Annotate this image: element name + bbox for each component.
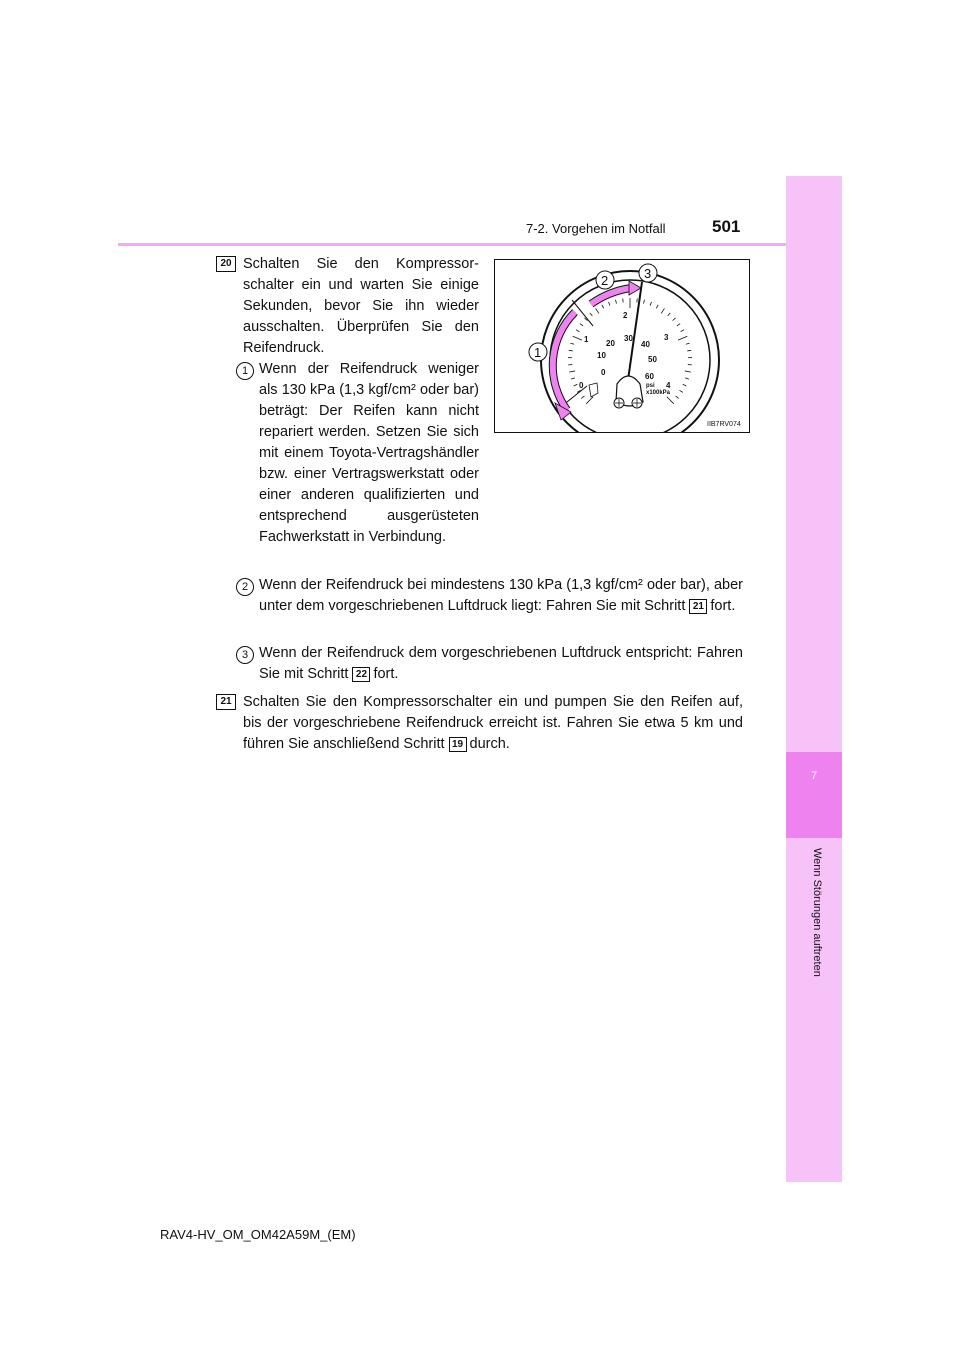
unit-psi: psi [646, 383, 655, 389]
item-2-number: 2 [236, 578, 254, 596]
psi-tick-30: 30 [624, 334, 633, 343]
item-2-text [259, 575, 743, 617]
step-21-step-ref[interactable]: 19 [449, 737, 467, 752]
step-21-text [243, 692, 743, 755]
pressure-gauge-figure [494, 259, 750, 433]
item-2-end: fort. [710, 598, 736, 614]
chapter-tab[interactable] [786, 752, 842, 838]
psi-tick-10: 10 [597, 351, 606, 360]
bar-tick-2: 2 [623, 311, 628, 320]
step-21-box: 21 [216, 694, 236, 710]
callout-3: 3 [644, 266, 652, 281]
figure-code: IIB7RV074 [707, 421, 741, 428]
bar-tick-3: 3 [664, 333, 669, 342]
psi-tick-40: 40 [641, 340, 650, 349]
callout-1: 1 [534, 345, 542, 360]
item-3-text [259, 643, 743, 685]
pressure-gauge-illustration [495, 260, 749, 432]
item-2-step-ref[interactable]: 21 [689, 599, 707, 614]
chapter-label: Wenn Störungen auftreten [811, 848, 823, 977]
psi-tick-0: 0 [601, 368, 606, 377]
item-3-number: 3 [236, 646, 254, 664]
step-20-box: 20 [216, 256, 236, 272]
callout-2: 2 [601, 273, 609, 288]
step-20-text: Schalten Sie den Kompressorschalter ein und warten Sie einige Sekunden, bevor Sie ihn wieder ausschalten. Überprüfen Sie den Reifendruck. [243, 256, 479, 356]
page-number: 501 [712, 217, 741, 236]
item-3-step-ref[interactable]: 22 [352, 667, 370, 682]
item-1-number: 1 [236, 362, 254, 380]
psi-tick-60: 60 [645, 372, 654, 381]
section-title: 7-2. Vorgehen im Notfall [526, 221, 666, 236]
step-21-body: Schalten Sie den Kompressorschalter ein und pumpen Sie den Reifen auf, bis der vorgeschriebene Reifendruck erreicht ist. Fahren Sie etwa 5 km und führen Sie anschließend Schritt [243, 694, 743, 752]
item-3-end: fort. [373, 666, 399, 682]
psi-tick-20: 20 [606, 339, 615, 348]
document-code: RAV4-HV_OM_OM42A59M_(EM) [160, 1227, 356, 1242]
item-1-text: Wenn der Reifendruck weniger als 130 kPa (1,3 kgf/cm² oder bar) beträgt: Der Reifen kann nicht repariert werden. Setzen Sie sich mit einem Toyota-Vertragshändler bzw. einer Vertragswerkstatt oder einer anderen qualifizierten und entsprechend ausgerüsteten Fachwerkstatt in Verbindung. [259, 361, 479, 545]
header-divider [118, 243, 786, 246]
bar-tick-4: 4 [666, 381, 671, 390]
item-3-body: Wenn der Reifendruck dem vorgeschriebenen Luftdruck entspricht: Fahren Sie mit Schritt [259, 645, 743, 682]
bar-tick-0: 0 [579, 381, 584, 390]
unit-kpa: x100kPa [646, 390, 671, 396]
step-21-end: durch. [469, 736, 510, 752]
bar-tick-1: 1 [584, 335, 589, 344]
psi-tick-50: 50 [648, 355, 657, 364]
chapter-number: 7 [810, 770, 818, 782]
chapter-sidebar [786, 176, 842, 1182]
item-2-body: Wenn der Reifendruck bei mindestens 130 kPa (1,3 kgf/cm² oder bar), aber unter dem vorgeschriebenen Luftdruck liegt: Fahren Sie mit Schritt [259, 577, 743, 614]
